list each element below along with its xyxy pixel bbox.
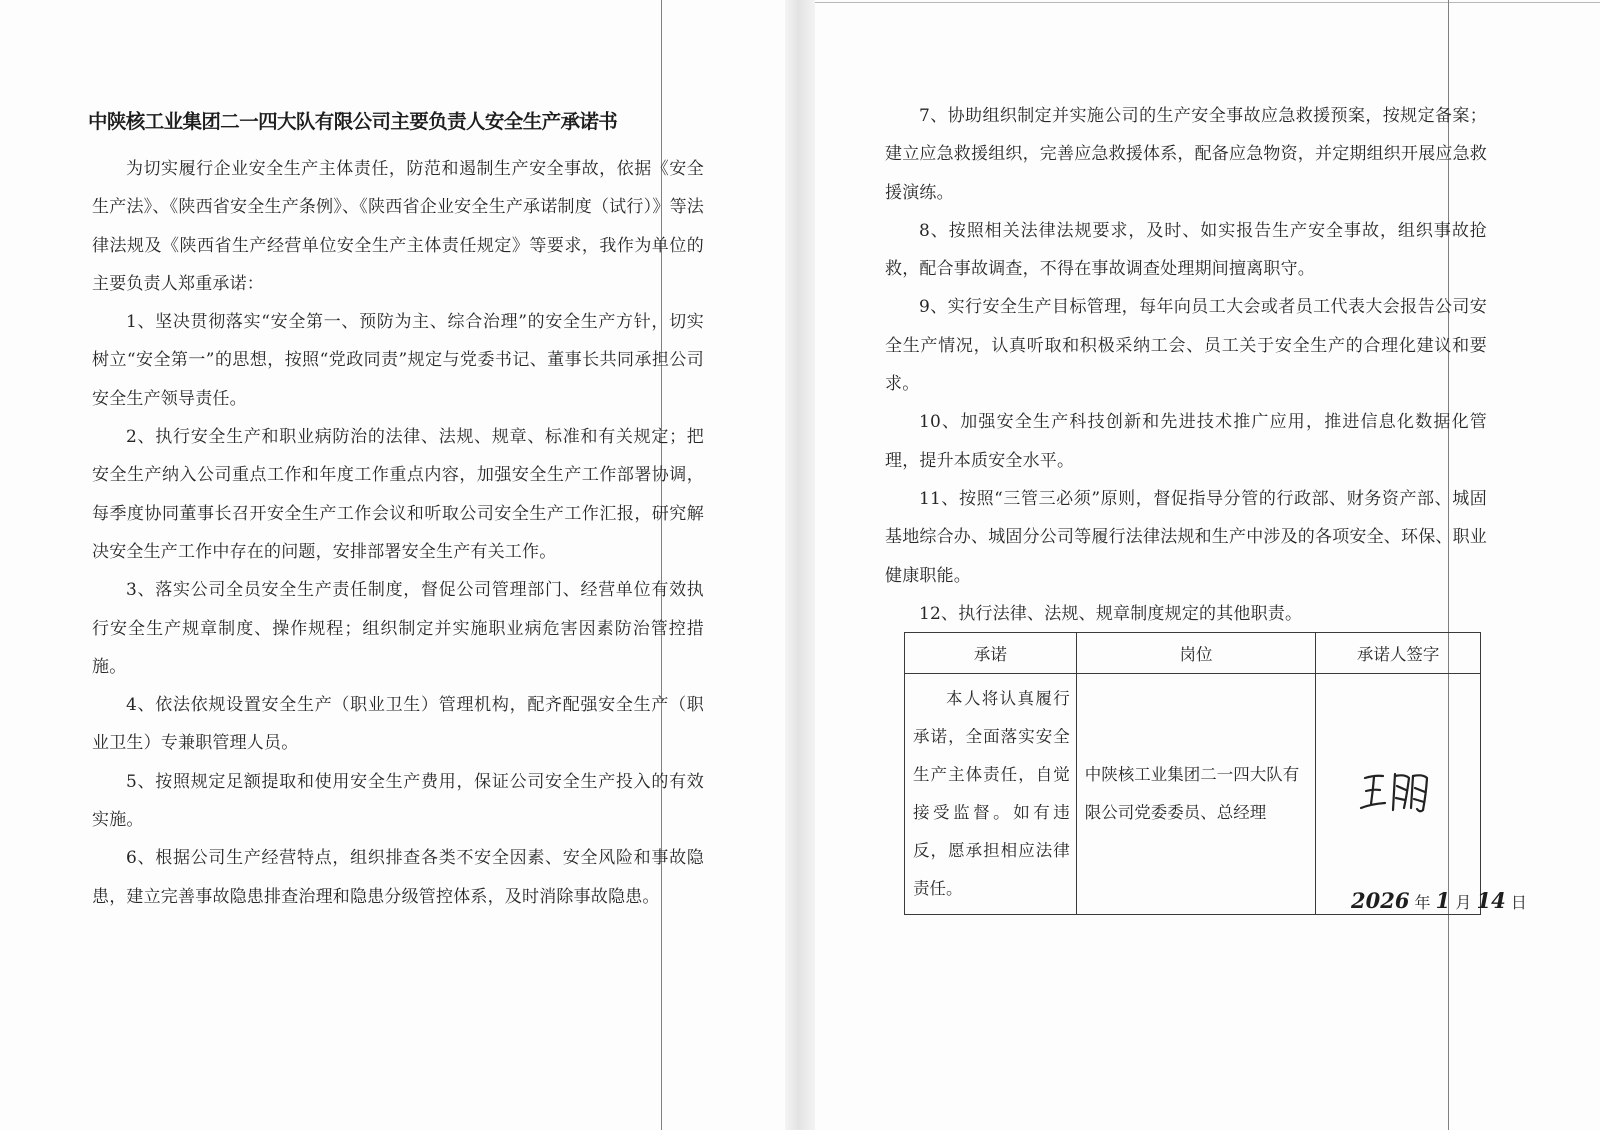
signing-date (1351, 888, 1527, 913)
commitment-item: 9、实行安全生产目标管理，每年向员工大会或者员工代表大会报告公司安全生产情况，认真听取和积极采纳工会、员工关于安全生产的合理化建议和要求。 (885, 297, 1487, 395)
commitment-item: 1、坚决贯彻落实“安全第一、预防为主、综合治理”的安全生产方针，切实树立“安全第一”的思想，按照“党政同责”规定与党委书记、董事长共同承担公司安全生产领导责任。 (92, 312, 704, 409)
commitment-item: 5、按照规定足额提取和使用安全生产费用，保证公司安全生产投入的有效实施。 (92, 771, 704, 831)
signature-cell (1316, 674, 1481, 915)
position-cell: 中陕核工业集团二一四大队有限公司党委委员、总经理 (1076, 674, 1315, 915)
commitment-item: 12、执行法律、法规、规章制度规定的其他职责。 (919, 603, 1303, 624)
date-month-unit: 月 (1455, 893, 1472, 912)
commitment-item: 10、加强安全生产科技创新和先进技术推广应用，推进信息化数据化管理，提升本质安全水平。 (885, 412, 1487, 471)
right-page (815, 0, 1600, 1130)
document-title: 中陕核工业集团二一四大队有限公司主要负责人安全生产承诺书 (88, 110, 618, 133)
commitment-item: 8、按照相关法律法规要求，及时、如实报告生产安全事故，组织事故抢救，配合事故调查，不得在事故调查处理期间擅离职守。 (885, 220, 1487, 280)
commitment-item: 6、根据公司生产经营特点，组织排查各类不安全因素、安全风险和事故隐患，建立完善事故隐患排查治理和隐患分级管控体系，及时消除事故隐患。 (92, 848, 704, 907)
commitment-item: 4、依法依规设置安全生产（职业卫生）管理机构，配齐配强安全生产（职业卫生）专兼职管理人员。 (92, 695, 704, 754)
header-promise: 承诺 (905, 633, 1077, 674)
right-body (885, 97, 1487, 633)
left-page (0, 0, 785, 1130)
header-signature: 承诺人签字 (1316, 633, 1481, 674)
commitment-item: 2、执行安全生产和职业病防治的法律、法规、规章、标准和有关规定；把安全生产纳入公司重点工作和年度工作重点内容，加强安全生产工作部署协调，每季度协同董事长召开安全生产工作会议和听取公司安全生产工作汇报，研究解决安全生产工作中存在的问题，安排部署安全生产有关工作。 (92, 427, 704, 562)
handwritten-signature (1353, 764, 1443, 820)
commitment-item: 11、按照“三管三必须”原则，督促指导分管的行政部、财务资产部、城固基地综合办、城固分公司等履行法律法规和生产中涉及的各项安全、环保、职业健康职能。 (885, 488, 1487, 586)
date-year-unit: 年 (1414, 893, 1431, 912)
commitment-item: 7、协助组织制定并实施公司的生产安全事故应急救援预案，按规定备案；建立应急救援组织，完善应急救援体系，配备应急物资，并定期组织开展应急救援演练。 (885, 106, 1487, 203)
table-header-row (905, 633, 1481, 674)
intro-paragraph: 为切实履行企业安全生产主体责任，防范和遏制生产安全事故，依据《安全生产法》、《陕西省安全生产条例》、《陕西省企业安全生产承诺制度（试行）》等法律法规及《陕西省生产经营单位安全生产主体责任规定》等要求，我作为单位的主要负责人郑重承诺： (92, 159, 704, 294)
promise-cell: 本人将认真履行承诺，全面落实安全生产主体责任，自觉接受监督。如有违反，愿承担相应法律责任。 (905, 674, 1077, 915)
date-day-unit: 日 (1510, 893, 1527, 912)
commitment-table (904, 632, 1481, 915)
header-position: 岗位 (1076, 633, 1315, 674)
date-month: 1 (1435, 888, 1451, 913)
table-row (905, 674, 1481, 915)
commitment-item: 3、落实公司全员安全生产责任制度，督促公司管理部门、经营单位有效执行安全生产规章制度、操作规程；组织制定并实施职业病危害因素防治管控措施。 (92, 580, 704, 677)
scan-gutter (785, 0, 815, 1130)
left-body (92, 150, 704, 916)
date-year: 2026 (1351, 888, 1410, 913)
date-day: 14 (1476, 888, 1506, 913)
